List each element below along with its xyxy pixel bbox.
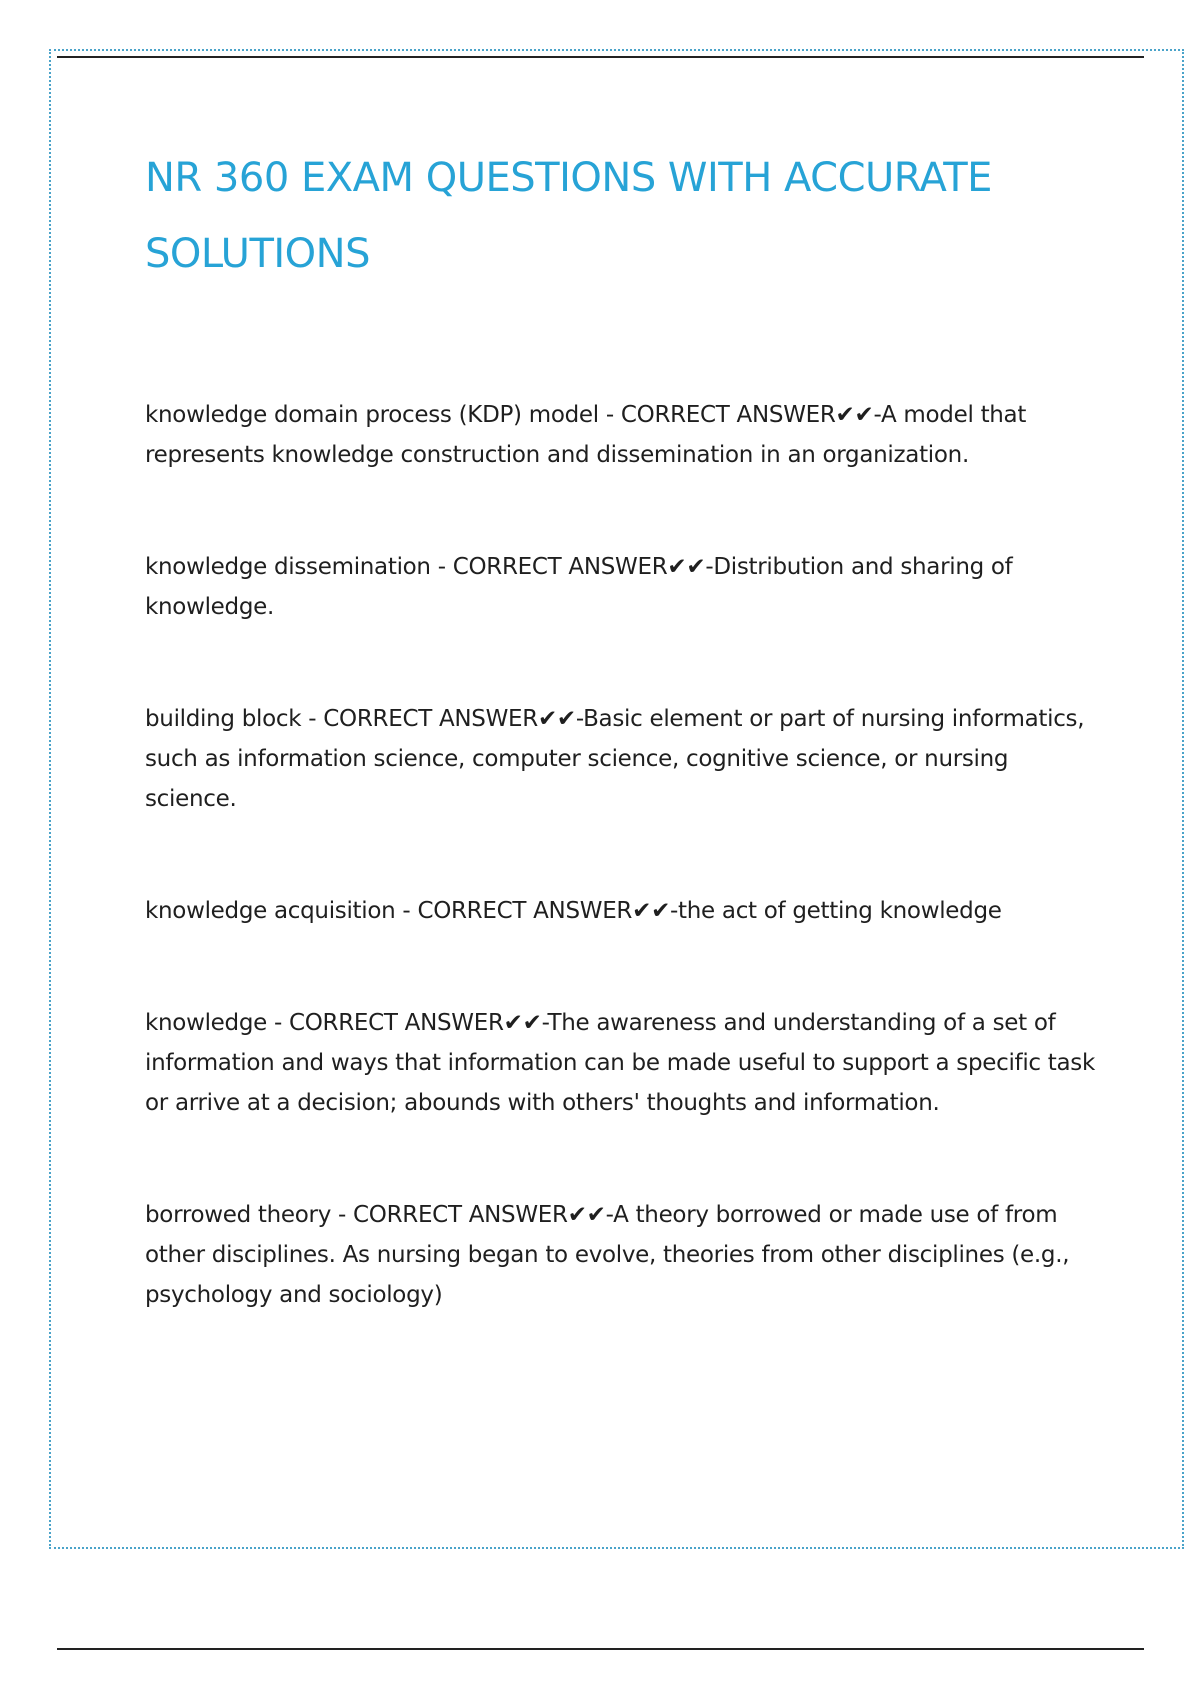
qa-entry-borrowed-theory: borrowed theory - CORRECT ANSWER✔✔-A theory borrowed or made use of from other disciplines. As nursing began to evolve, theories from other disciplines (e.g., psychology and sociology) xyxy=(145,1202,1070,1308)
qa-entry-kdp-model: knowledge domain process (KDP) model - CORRECT ANSWER✔✔-A model that represents knowledge construction and dissemination in an organization. xyxy=(145,402,1027,468)
qa-entry-building-block: building block - CORRECT ANSWER✔✔-Basic element or part of nursing informatics, such as information science, computer science, cognitive science, or nursing science. xyxy=(145,706,1085,812)
footer-rule xyxy=(57,1648,1144,1650)
qa-entry-knowledge-dissemination: knowledge dissemination - CORRECT ANSWER✔✔-Distribution and sharing of knowledge. xyxy=(145,554,1013,620)
qa-list xyxy=(145,395,1105,1315)
qa-entry-knowledge-acquisition: knowledge acquisition - CORRECT ANSWER✔✔-the act of getting knowledge xyxy=(145,898,1002,924)
document-title: NR 360 EXAM QUESTIONS WITH ACCURATE SOLUTIONS xyxy=(145,155,992,277)
qa-entry-knowledge: knowledge - CORRECT ANSWER✔✔-The awareness and understanding of a set of information and ways that information can be made useful to support a specific task or arrive at a decision; abounds with others' thoughts and information. xyxy=(145,1010,1096,1116)
